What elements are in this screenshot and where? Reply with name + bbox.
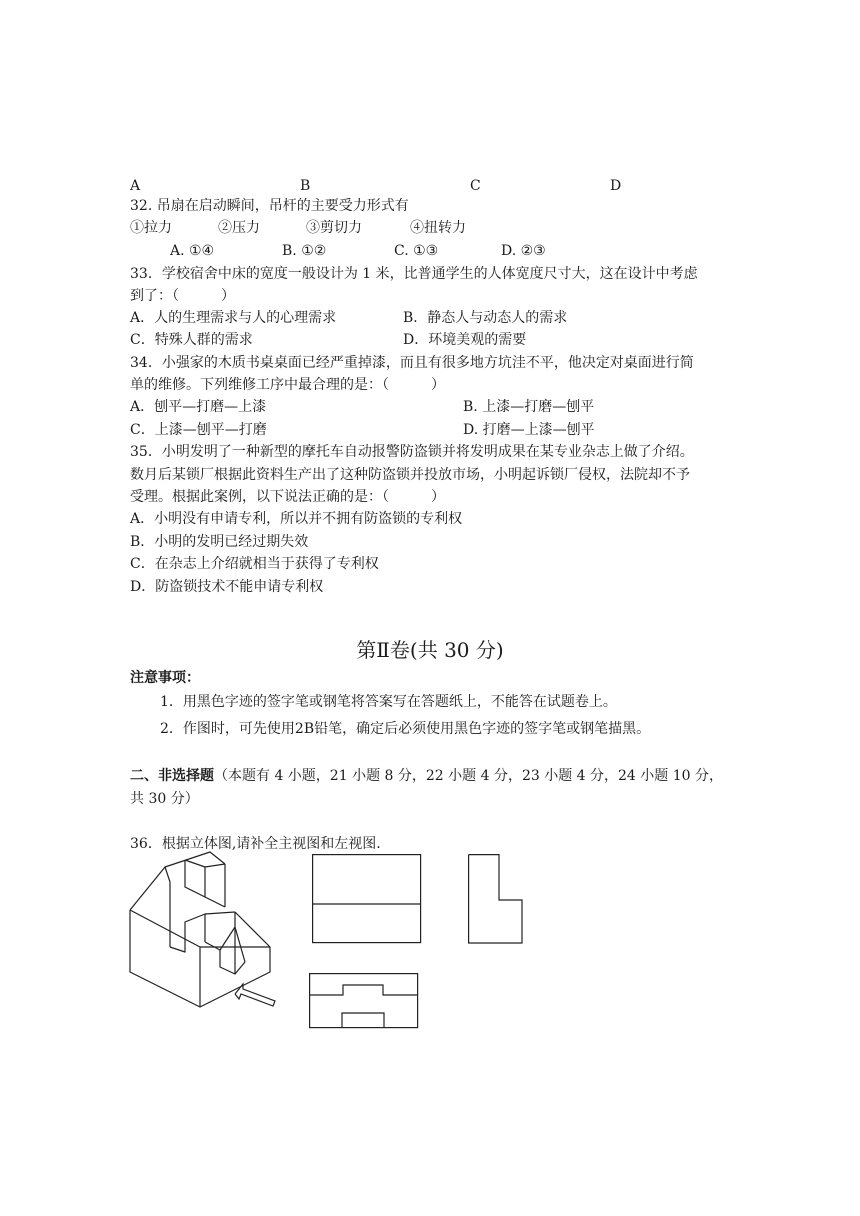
q32-option-c: C. ①③ <box>394 243 439 259</box>
q32-stem: 32. 吊扇在启动瞬间，吊杆的主要受力形式有 <box>130 198 409 214</box>
q34-option-b: B. 上漆—打磨—刨平 <box>463 399 595 415</box>
notice-item-2: 2．作图时，可先使用2B铅笔，确定后必须使用黑色字迹的签字笔或钢笔描黑。 <box>160 721 651 737</box>
q34-line-1: 34．小强家的木质书桌桌面已经严重掉漆，而且有很多地方坑洼不平，他决定对桌面进行简 <box>130 355 694 371</box>
section-desc-1: （本题有 4 小题，21 小题 8 分，22 小题 4 分，23 小题 4 分，24 小题 10 分， <box>214 768 724 784</box>
q34-option-a: A．刨平—打磨—上漆 <box>130 399 267 415</box>
q33-option-d: D．环境美观的需要 <box>403 332 527 348</box>
left-view <box>468 854 528 946</box>
front-view <box>312 854 422 944</box>
q35-line-3: 受理。根据此案例，以下说法正确的是：（ ） <box>130 489 445 505</box>
q31-label-a: A <box>130 178 141 194</box>
q33-option-c: C．特殊人群的需求 <box>130 332 253 348</box>
q31-label-c: C <box>470 178 481 194</box>
section-heading-line <box>130 766 723 786</box>
section-heading: 二、非选择题 <box>130 768 214 784</box>
q35-option-a: A．小明没有申请专利，所以并不拥有防盗锁的专利权 <box>130 511 463 527</box>
q33-option-a: A．人的生理需求与人的心理需求 <box>130 310 337 326</box>
q32-force-3: ③剪切力 <box>306 220 362 236</box>
q31-label-b: B <box>300 178 311 194</box>
q35-line-1: 35．小明发明了一种新型的摩托车自动报警防盗锁并将发明成果在某专业杂志上做了介绍。 <box>130 444 694 460</box>
q32-force-2: ②压力 <box>218 220 260 236</box>
q32-force-1: ①拉力 <box>130 220 172 236</box>
q33-line-2: 到了：（ ） <box>130 288 235 304</box>
q32-force-4: ④扭转力 <box>410 220 466 236</box>
q31-label-d: D <box>610 178 622 194</box>
q34-option-c: C．上漆—刨平—打磨 <box>130 422 267 438</box>
section-desc-2: 共 30 分） <box>130 791 199 807</box>
isometric-figure <box>125 852 285 1012</box>
q35-option-b: B．小明的发明已经过期失效 <box>130 534 309 550</box>
q35-option-d: D．防盗锁技术不能申请专利权 <box>130 579 324 595</box>
part2-title: 第Ⅱ卷(共 30 分) <box>356 638 504 662</box>
top-view <box>309 973 419 1029</box>
notice-item-1: 1．用黑色字迹的签字笔或钢笔将答案写在答题纸上，不能答在试题卷上。 <box>160 694 617 710</box>
q36-stem: 36．根据立体图,请补全主视图和左视图. <box>130 836 381 852</box>
notice-heading: 注意事项： <box>130 670 200 686</box>
view-arrow-icon <box>235 984 275 1006</box>
q34-line-2: 单的维修。下列维修工序中最合理的是：（ ） <box>130 377 445 393</box>
q35-line-2: 数月后某锁厂根据此资料生产出了这种防盗锁并投放市场，小明起诉锁厂侵权，法院却不予 <box>130 467 690 483</box>
q32-option-a: A. ①④ <box>170 243 215 259</box>
q33-option-b: B．静态人与动态人的需求 <box>403 310 568 326</box>
q32-option-b: B. ①② <box>282 243 327 259</box>
q33-line-1: 33．学校宿舍中床的宽度一般设计为 1 米，比普通学生的人体宽度尺寸大，这在设计中考虑 <box>130 266 698 282</box>
q35-option-c: C．在杂志上介绍就相当于获得了专利权 <box>130 556 379 572</box>
q34-option-d: D. 打磨—上漆—刨平 <box>463 422 595 438</box>
q32-option-d: D. ②③ <box>501 243 546 259</box>
